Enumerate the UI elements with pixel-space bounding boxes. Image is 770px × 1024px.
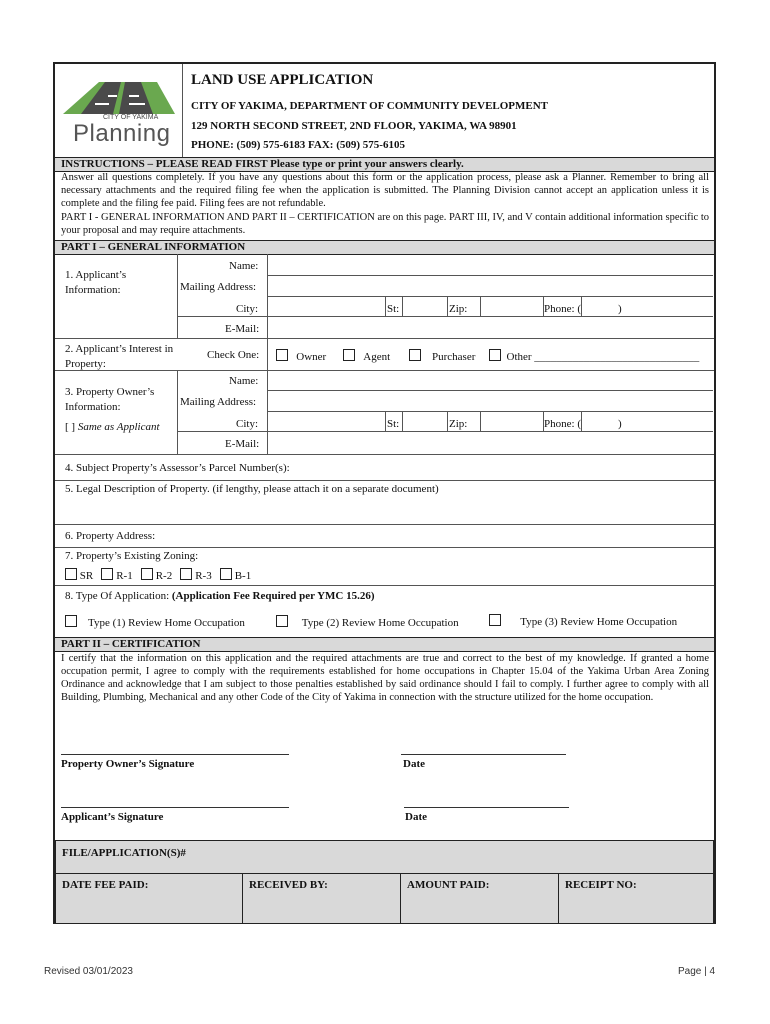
applicant-city-label: City: (236, 303, 259, 315)
owner-signature-label: Property Owner’s Signature (61, 758, 195, 770)
property-address-label: 6. Property Address: (65, 530, 156, 542)
same-as-bracket[interactable]: [ ] (65, 421, 76, 433)
purchaser-option[interactable] (409, 349, 475, 363)
other-option[interactable] (489, 349, 699, 363)
st-divider (402, 296, 403, 316)
owner-zip-label: Zip: (449, 418, 468, 430)
date-fee-label: DATE FEE PAID: (62, 879, 149, 891)
applicant-signature-label: Applicant’s Signature (61, 811, 164, 823)
form-frame (53, 62, 716, 924)
certification-text: I certify that the information on this application and the required attachments are true and correct to the best of my knowledge. If granted a home occupation permit, I agree to comply with the requirements established for home occupations in Chapter 15.04 of the Yakima Urban Area Zoning Ordinance and acknowledge that I am subject to those penalties established by said ordinance should I fail to comply. I further agree to comply with all Building, Plumbing, Mechanical and any other Code of the City of Yakima in connection with the structure utilized for the home occupation. (61, 653, 709, 703)
agent-label: Agent (363, 351, 391, 363)
zone-b1-checkbox[interactable] (220, 568, 232, 580)
applicant-email-field[interactable] (55, 338, 714, 339)
interest-divider (267, 338, 268, 370)
type3-label: Type (3) Review Home Occupation (520, 616, 678, 628)
receipt-no-label: RECEIPT NO: (565, 879, 637, 891)
owner-col-divider (177, 370, 178, 454)
type1-label: Type (1) Review Home Occupation (88, 617, 245, 629)
check-one-label: Check One: (207, 349, 260, 361)
received-by-label: RECEIVED BY: (249, 879, 328, 891)
phone-paren-close: ) (618, 303, 622, 315)
applicant-phone-label (544, 303, 581, 315)
zip-divider (447, 296, 448, 316)
interest-label: 2. Applicant’s Interest in Property: (65, 343, 174, 370)
phone-paren-open: ( (577, 303, 581, 315)
zoning-label: 7. Property’s Existing Zoning: (65, 550, 199, 562)
received-by-box (242, 873, 401, 924)
interest-bottom-line (55, 370, 714, 371)
type-label-text: 8. Type Of Application: (65, 590, 170, 602)
applicant-mailing-label: Mailing Address: (180, 281, 257, 293)
file-application-label: FILE/APPLICATION(S)# (62, 847, 186, 859)
instructions-p1: Answer all questions completely. If you have any questions about this form or the application process, please ask a Planner. Remember to bring all necessary attachments and the required filing fee when the application is submitted. The Planning Division cannot accept an application unless it is complete and the filing fee paid. Filing fees are not refundable. (61, 172, 709, 209)
purchaser-checkbox[interactable] (409, 349, 421, 361)
revised-date: Revised 03/01/2023 (44, 966, 133, 977)
owner-st-divider (402, 411, 403, 431)
applicant-name-field[interactable] (267, 275, 713, 276)
owner-email-field[interactable] (55, 454, 714, 455)
type2-label: Type (2) Review Home Occupation (301, 617, 459, 629)
zone-r2-checkbox[interactable] (141, 568, 153, 580)
phone-line: PHONE: (509) 575-6183 FAX: (509) 575-6105 (191, 139, 405, 151)
amount-paid-box (400, 873, 559, 924)
owner-phone-label (544, 418, 581, 430)
type3-option[interactable] (489, 614, 677, 628)
applicant-date-label: Date (405, 811, 427, 823)
owner-date-line[interactable] (401, 754, 566, 755)
file-application-box (55, 840, 714, 874)
parcel-label: 4. Subject Property’s Assessor’s Parcel Number(s): (65, 462, 290, 474)
legal-label: 5. Legal Description of Property. (if lengthy, please attach it on a separate document) (65, 483, 439, 495)
legal-field[interactable] (55, 524, 714, 525)
zone-sr-label: SR (79, 570, 94, 582)
owner-zip-divider (447, 411, 448, 431)
applicant-signature-line[interactable] (61, 807, 289, 808)
property-address-field[interactable] (55, 547, 714, 548)
applicant-info-label: 1. Applicant’s Information: (65, 269, 127, 296)
owner-st-label: St: (387, 418, 400, 430)
logo-small-text: CITY OF YAKIMA (103, 114, 159, 121)
dept-line: CITY OF YAKIMA, DEPARTMENT OF COMMUNITY DEVELOPMENT (191, 100, 549, 112)
receipt-no-box (558, 873, 714, 924)
parcel-field[interactable] (55, 480, 714, 481)
applicant-mailing-field[interactable] (267, 296, 713, 297)
owner-zip-divider-2 (480, 411, 481, 431)
owner-info-label: 3. Property Owner’s Information: (65, 386, 155, 413)
zone-r3-checkbox[interactable] (180, 568, 192, 580)
other-label: Other ______________________________ (506, 351, 700, 363)
part2-heading: PART II – CERTIFICATION (55, 637, 714, 652)
owner-mailing-label: Mailing Address: (180, 396, 257, 408)
planning-logo (59, 76, 179, 148)
owner-phone-text: Phone: (544, 418, 575, 430)
address-line: 129 NORTH SECOND STREET, 2ND FLOOR, YAKIMA, WA 98901 (191, 120, 517, 132)
phone-divider-2 (581, 296, 582, 316)
type2-checkbox[interactable] (276, 615, 288, 627)
zone-r3-label: R-3 (195, 570, 212, 582)
zone-r2-label: R-2 (155, 570, 173, 582)
form-title: LAND USE APPLICATION (191, 72, 374, 88)
owner-col-divider-2 (267, 370, 268, 454)
owner-city-divider (385, 411, 386, 431)
applicant-name-label: Name: (229, 260, 259, 272)
date-fee-box (55, 873, 243, 924)
part1-heading: PART I – GENERAL INFORMATION (55, 240, 714, 255)
applicant-zip-label: Zip: (449, 303, 468, 315)
type3-checkbox[interactable] (489, 614, 501, 626)
owner-signature-line[interactable] (61, 754, 289, 755)
owner-phone-paren-close: ) (618, 418, 622, 430)
owner-city-field[interactable] (177, 431, 713, 432)
owner-name-field[interactable] (267, 390, 713, 391)
instructions-heading: INSTRUCTIONS – PLEASE READ FIRST Please type or print your answers clearly. (55, 157, 714, 172)
type2-option[interactable] (276, 615, 459, 629)
logo-divider (182, 64, 183, 158)
page-number: Page | 4 (678, 966, 716, 977)
type-fee-note: (Application Fee Required per YMC 15.26) (171, 590, 375, 602)
owner-city-label: City: (236, 418, 259, 430)
zone-r1-checkbox[interactable] (101, 568, 113, 580)
applicant-city-field[interactable] (177, 316, 713, 317)
applicant-date-line[interactable] (404, 807, 569, 808)
same-as-text: Same as Applicant (77, 421, 160, 433)
agent-checkbox[interactable] (343, 349, 355, 361)
zoning-options (65, 568, 251, 582)
purchaser-label: Purchaser (432, 351, 476, 363)
zoning-bottom-line (55, 585, 714, 586)
zone-sr-checkbox[interactable] (65, 568, 77, 580)
owner-phone-divider-2 (581, 411, 582, 431)
zip-divider-2 (480, 296, 481, 316)
applicant-email-label: E-Mail: (225, 323, 260, 335)
type-label (65, 590, 375, 602)
amount-paid-label: AMOUNT PAID: (407, 879, 490, 891)
phone-text: Phone: (544, 303, 575, 315)
owner-name-label: Name: (229, 375, 259, 387)
type1-checkbox[interactable] (65, 615, 77, 627)
owner-date-label: Date (403, 758, 425, 770)
zone-r1-label: R-1 (116, 570, 133, 582)
instructions-p2: PART I - GENERAL INFORMATION AND PART II – CERTIFICATION are on this page. PART III, IV, and V contain additional information specific to your proposal and may require attachments. (61, 212, 709, 236)
agent-option[interactable] (343, 349, 390, 363)
owner-mailing-field[interactable] (267, 411, 713, 412)
city-divider (385, 296, 386, 316)
other-checkbox[interactable] (489, 349, 501, 361)
owner-checkbox[interactable] (276, 349, 288, 361)
type1-option[interactable] (65, 615, 245, 629)
owner-phone-paren-open: ( (577, 418, 581, 430)
owner-email-label: E-Mail: (225, 438, 260, 450)
applicant-st-label: St: (387, 303, 400, 315)
applicant-col-divider (177, 254, 178, 338)
same-as-applicant[interactable] (65, 421, 160, 433)
owner-label: Owner (296, 351, 327, 363)
zone-b1-label: B-1 (234, 570, 252, 582)
owner-option[interactable] (276, 349, 326, 363)
logo-big-text: Planning (73, 120, 171, 147)
